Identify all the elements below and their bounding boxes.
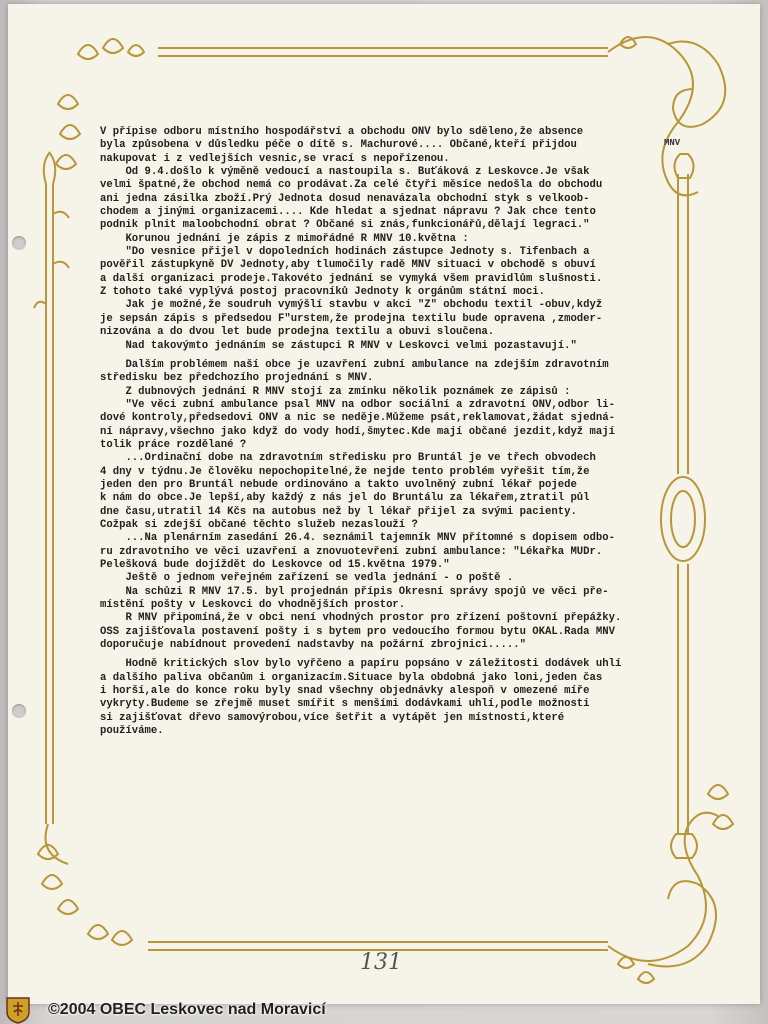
text-line: R MNV připomíná,že v obci není vhodných prostor pro zřízení poštovní přepážky. — [100, 612, 622, 625]
text-line: tolik práce rozdělané ? — [100, 438, 247, 451]
text-line: Cožpak si zdejší občané těchto služeb nezaslouží ? — [100, 518, 418, 531]
text-line: Korunou jednání je zápis z mimořádné R MNV 10.května : — [100, 232, 469, 245]
text-line: používáme. — [100, 725, 164, 738]
text-line: a další organizaci prodeje.Takovéto jednání se vymyká všem pravidlům slušnosti. — [100, 272, 603, 285]
text-line: a dalšího paliva občanům i organizacím.Situace byla obdobná jako loni,jeden čas — [100, 671, 603, 684]
text-line: ...Ordinační dobe na zdravotním středisku pro Bruntál je ve třech obvodech — [100, 452, 596, 465]
text-line: 4 dny v týdnu.Je člověku nepochopitelné,že nejde tento problém vyřešit tím,že — [100, 465, 590, 478]
text-line: podnik plnit maloobchodní obrat ? Občané si znás,funkcionářů,dělají legraci." — [100, 219, 590, 232]
text-line: Dalším problémem naší obce je uzavření zubní ambulance na zdejším zdravotním — [100, 358, 609, 371]
text-line: Na schůzi R MNV 17.5. byl projednán přípis Okresní správy spojů ve věci pře- — [100, 585, 609, 598]
text-line: je sepsán zápis s předsedou F"urstem,že prodejna textilu bude opravena ,zmoder- — [100, 312, 603, 325]
text-line: V přípise odboru místního hospodářství a obchodu ONV bylo sděleno,že absence — [100, 126, 584, 138]
text-line: jeden den pro Bruntál nebude ordinováno a takto uvolněný zubní lékař pojede — [100, 478, 577, 491]
text-line: nakupovat i z vedlejších vesnic,se vrací s nepořízenou. — [100, 152, 450, 165]
text-line: Ještě o jednom veřejném zařízení se vedla jednání - o poště . — [100, 572, 514, 585]
text-line: nizována a do dvou let bude prodejna textilu a obuvi sloučena. — [100, 326, 495, 339]
text-line: pověřil zástupkyně DV Jednoty,aby tlumočily radě MNV situaci v obchodě s obuví — [100, 259, 596, 272]
text-line: Pelešková bude dojíždět do Leskovce od 15.května 1979." — [100, 559, 450, 571]
text-line: Od 9.4.došlo k výměně vedoucí a nastoupila s. Buťáková z Leskovce.Je však — [100, 166, 590, 179]
text-line: dne času,utratil 14 Kčs na autobus než by l lékař přijel za svými pacienty. — [100, 505, 577, 518]
text-line: "Ve věci zubní ambulance psal MNV na odbor sociální a zdravotní ONV,odbor li- — [100, 398, 615, 411]
text-line: středisku bez předchozího projednání s MNV. — [100, 372, 374, 385]
text-line: "Do vesnice přijel v dopoledních hodinách zástupce Jednoty s. Tifenbach a — [100, 246, 590, 259]
page-number: 131 — [360, 950, 402, 975]
text-line: si zajišťovat dřevo samovýrobou,více šetřit a vytápět jen místnosti,které — [100, 711, 565, 724]
punch-hole — [12, 236, 26, 250]
punch-hole — [12, 704, 26, 718]
text-line: Jak je možné,že soudruh vymýšlí stavbu v akci "Z" obchodu textil -obuv,když — [100, 299, 603, 312]
watermark-footer — [0, 996, 768, 1024]
text-line: Hodně kritických slov bylo vyřčeno a papíru popsáno v záležitosti dodávek uhlí — [100, 658, 622, 671]
text-line: chodem a jinými organizacemi.... Kde hledat a sjednat nápravu ? Jak chce tento — [100, 206, 596, 219]
margin-note: MNV — [664, 138, 681, 148]
text-line: Z tohoto také vyplývá postoj pracovníků Jednoty k orgánům státní moci. — [100, 286, 546, 299]
text-line: vykryty.Budeme se zřejmě muset smířit s menšími dodávkami uhlí,podle možnosti — [100, 698, 590, 711]
typewritten-text — [100, 126, 660, 738]
text-line: k nám do obce.Je lepší,aby každý z nás jel do Bruntálu za lékařem,ztratil půl — [100, 492, 590, 505]
text-line: OSS zajišťovala postavení pošty i s bytem pro vedoucího formou bytu OKAL.Rada MNV — [100, 625, 615, 638]
text-line: ani jedna zásilka zboží.Prý Jednota dosud nenavázala obchodní styk s velkoob- — [100, 192, 590, 205]
text-line: ...Na plenárním zasedání 26.4. seznámil tajemník MNV přítomné s dopisem odbo- — [100, 532, 615, 545]
text-line: místění pošty v Leskovci do vhodnějších prostor. — [100, 599, 406, 612]
text-line: ní nápravy,všechno jako když do vody hodí,šmytec.Kde mají občané jezdit,když mají — [100, 425, 615, 438]
copyright-text: ©2004 OBEC Leskovec nad Moravicí — [48, 1001, 326, 1018]
text-line: dové kontroly,předsedovi ONV a nic se neděje.Můžeme psát,reklamovat,žádat sjedná- — [100, 412, 615, 425]
text-line: byla způsobena v důsledku péče o dítě s. Machurové.... Občané,kteří přijdou — [100, 139, 577, 152]
text-line: ru zdravotního ve věci uzavření a znovuotevření zubní ambulance: "Lékařka MUDr. — [100, 545, 603, 558]
text-line: Nad takovýmto jednáním se zástupci R MNV v Leskovci velmi pozastavují." — [100, 339, 577, 352]
text-line: velmi špatné,že obchod nemá co prodávat.Za celé čtyři měsíce nedošla do obchodu — [100, 179, 603, 192]
village-crest-icon — [4, 996, 32, 1024]
text-line: i horší,ale do konce roku byly snad všechny objednávky alespoň v omezené míře — [100, 685, 590, 698]
text-line: doporučuje nabídnout provedení nadstavby na požární zbrojnici....." — [100, 639, 526, 652]
text-line: Z dubnových jednání R MNV stojí za zmínku několik poznámek ze zápisů : — [100, 385, 571, 398]
